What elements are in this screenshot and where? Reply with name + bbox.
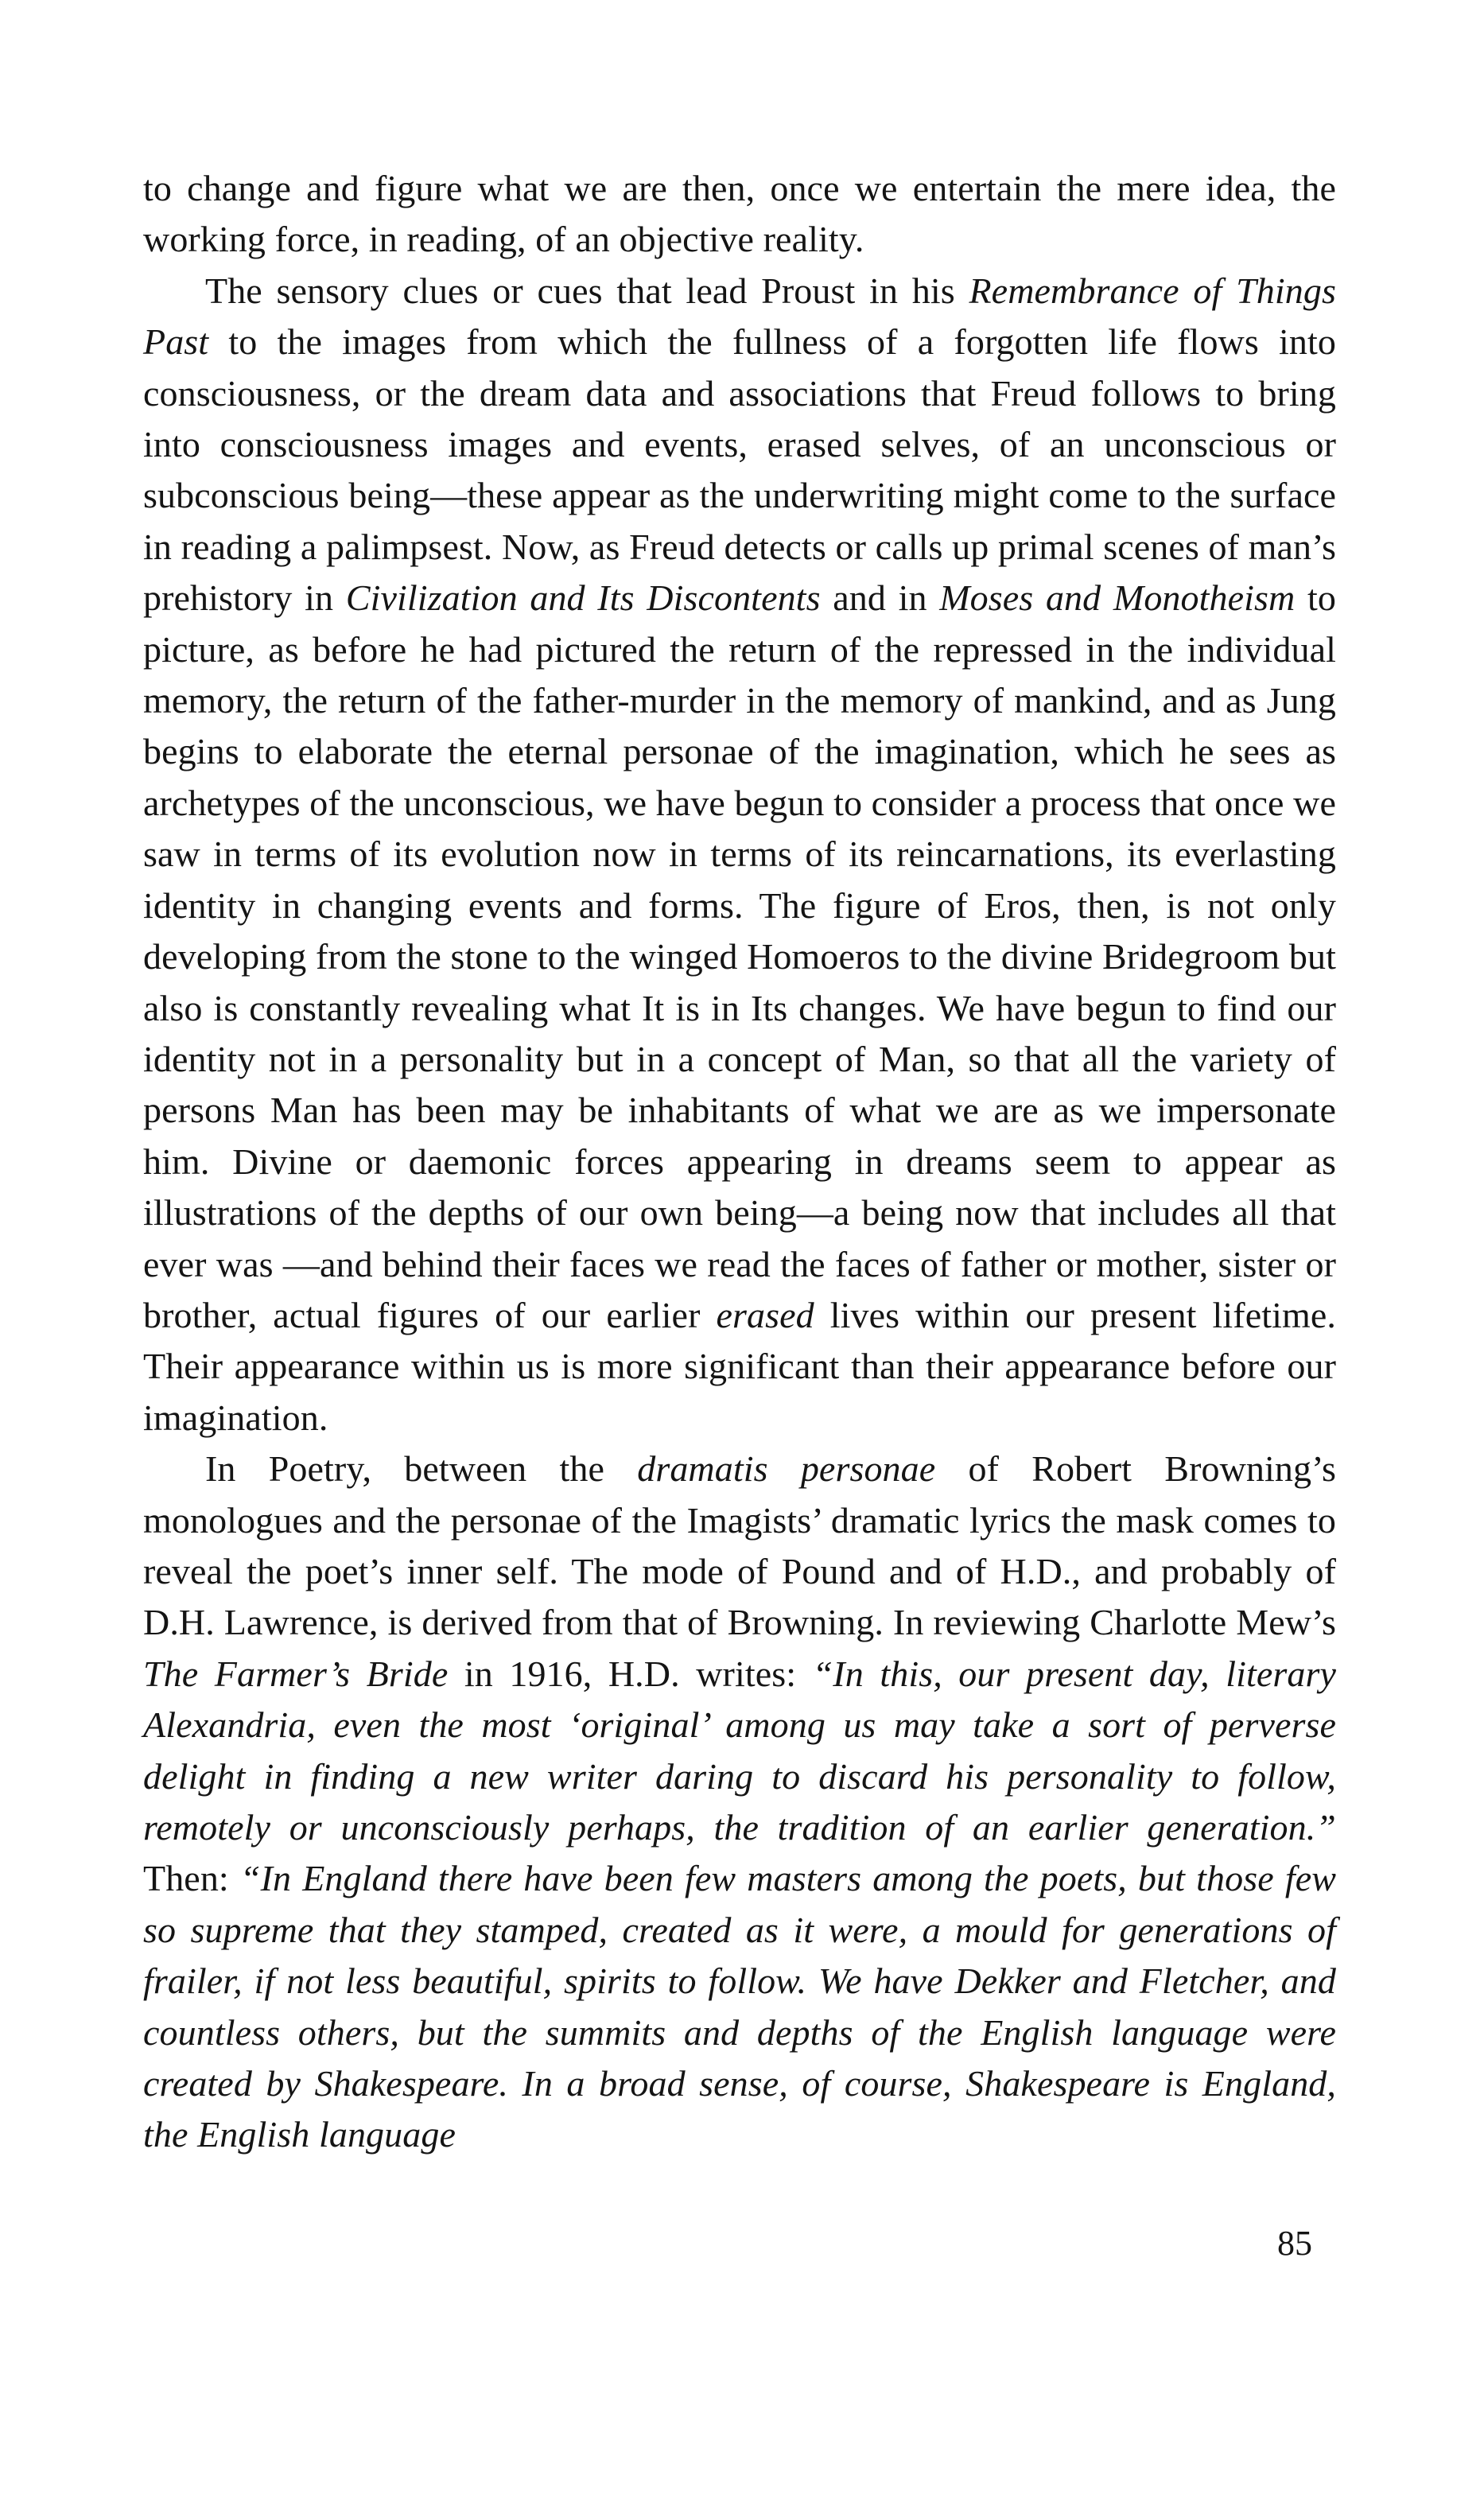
text-segment: to the images from which the fullness of a forgotten life flows into consciousness, or the dream data and associations that Freud follows to bring into consciousness images and events, erased selves, of an unconscious or subconscious being—these appear as the underwriting might come to the surface in reading a palimpsest. Now, as Freud detects or calls up primal scenes of man’s prehistory in xyxy=(143,321,1336,619)
page-number: 85 xyxy=(1277,2224,1312,2263)
quotation-1: “In this, our present day, literary Alexandria, even the most ‘original’ among us may take a sort of perverse delight in finding a new writer daring to discard his personality to follow, remotely or unconsciously perhaps, the tradition of an earlier generation.” xyxy=(143,1653,1336,1848)
paragraph-1 xyxy=(143,163,1336,266)
text-segment: lives within our present lifetime. Their appearance within us is more significant than their appearance before our imagination. xyxy=(143,1294,1336,1438)
book-title-the-farmers-bride: The Farmer’s Bride xyxy=(143,1653,449,1694)
text-segment: to change and figure what we are then, once we entertain the mere idea, the working force, in reading, of an objective reality. xyxy=(143,168,1336,260)
book-title-remembrance-of-things-past: Remembrance of Things Past xyxy=(143,270,1336,363)
book-title-moses-and-monotheism: Moses and Monotheism xyxy=(939,577,1296,619)
text-segment: Then: xyxy=(143,1858,240,1899)
emphasis-erased: erased xyxy=(716,1294,814,1335)
text-segment: of Robert Browning’s monologues and the personae of the Imagists’ dramatic lyrics the mask comes to reveal the poet’s inner self. The mode of Pound and of H.D., and probably of D.H. Lawrence, is derived from that of Browning. In reviewing Charlotte Mew’s xyxy=(143,1448,1336,1643)
paragraph-2 xyxy=(143,266,1336,1444)
paragraph-3 xyxy=(143,1444,1336,2161)
text-segment: and in xyxy=(820,577,940,619)
book-title-civilization-and-its-discontents: Civilization and Its Discontents xyxy=(345,577,821,619)
text-segment: In Poetry, between the xyxy=(205,1448,638,1490)
text-segment: in 1916, H.D. writes: xyxy=(448,1653,813,1694)
text-segment: The sensory clues or cues that lead Proust in his xyxy=(205,270,969,311)
text-segment: to picture, as before he had pictured the return of the repressed in the individual memory, the return of the father-murder in the memory of mankind, and as Jung begins to elaborate the eternal personae of the imagination, which he sees as archetypes of the unconscious, we have begun to consider a process that once we saw in terms of its evolution now in terms of its reincarnations, its everlasting identity in changing events and forms. The figure of Eros, then, is not only developing from the stone to the winged Homoeros to the divine Bridegroom but also is constantly revealing what It is in Its changes. We have begun to find our identity not in a personality but in a concept of Man, so that all the variety of persons Man has been may be inhabitants of what we are as we impersonate him. Divine or daemonic forces appearing in dreams seem to appear as illustrations of the depths of our own being—a being now that includes all that ever was —and behind their faces we read the faces of father or mother, sister or brother, actual figures of our earlier xyxy=(143,577,1336,1335)
body-text xyxy=(143,163,1336,2161)
term-dramatis-personae: dramatis personae xyxy=(637,1448,936,1490)
quotation-2: “In England there have been few masters among the poets, but those few so supreme that they stamped, created as it were, a mould for generations of frailer, if not less beautiful, spirits to follow. We have Dekker and Fletcher, and countless others, but the summits and depths of the English language were created by Shakespeare. In a broad sense, of course, Shakespeare is England, the English language xyxy=(143,1858,1336,2155)
